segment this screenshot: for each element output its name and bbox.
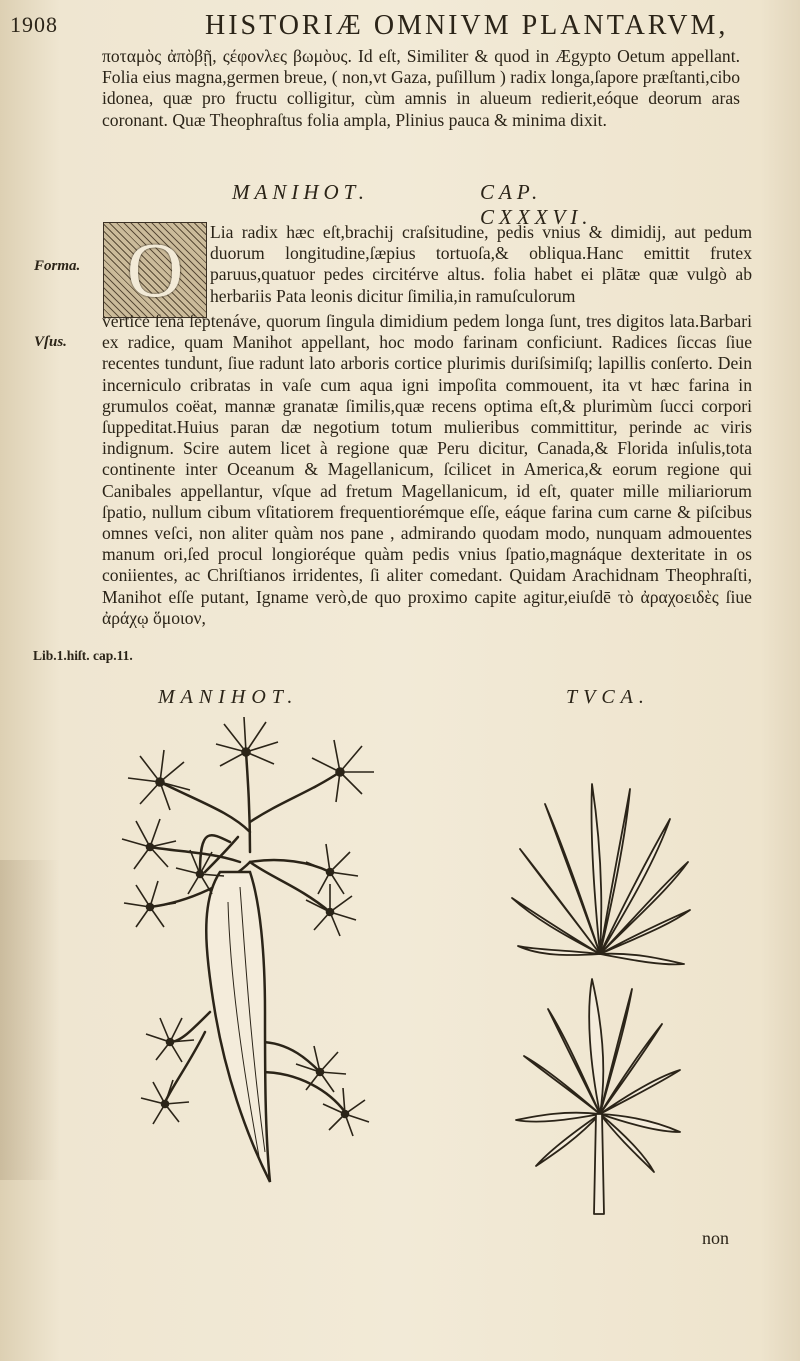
drop-cap-letter: O xyxy=(126,226,184,313)
margin-note-reference: Lib.1.hiſt. cap.11. xyxy=(33,648,133,663)
figure-caption-tuca: TVCA. xyxy=(566,686,650,708)
running-head xyxy=(0,8,800,42)
catchword: non xyxy=(702,1228,729,1248)
top-paragraph: ποταμὸς ἀπὸβῇ, ςέφονλες βωμὸυς. Id eſt, Similiter & quod in Ægypto Oetum appellant. Folia eius magna,germen breue, ( non,vt Gaza, puſillum ) radix longa,ſapore præſtanti,cibo idonea, quæ pro fructu colligitur, cùm amnis in alueum redierit,eóque deorum aras coronant. Quæ Theophraſtus folia ampla, Plinius pauca & minima dixit. xyxy=(102,46,740,130)
tuca-woodcut-illustration xyxy=(500,714,700,1224)
margin-note-usus: Vſus. xyxy=(34,334,67,350)
chapter-name: MANIHOT. xyxy=(232,180,370,204)
running-title: HISTORIÆ OMNIVM PLANTARVM, xyxy=(205,10,729,41)
page-number: 1908 xyxy=(10,12,58,37)
chapter-first-lines: Lia radix hæc eſt,brachij craſsitudine, pedis vnius & dimidij, aut pedum duorum longitudine,ſæpius tortuoſa,& obliqua.Hanc emittit frutex paruus,quatuor pedes circitérve altus. folia habet ei plātæ quæ vulgò ab herbariis Pata leonis dicitur ſimilia,in ramuſculorum xyxy=(210,222,752,306)
manihot-woodcut-illustration xyxy=(100,712,400,1192)
chapter-heading xyxy=(232,180,662,229)
margin-note-forma: Forma. xyxy=(34,258,81,274)
chapter-number: CAP. CXXXVI. xyxy=(480,180,593,229)
ornamental-initial xyxy=(103,222,207,318)
paper-stain xyxy=(0,860,60,1180)
figure-caption-manihot: MANIHOT. xyxy=(158,686,299,708)
chapter-body: vertice ſena ſeptenáve, quorum ſingula dimidium pedem longa ſunt, tres digitos lata.Barbari ex radice, quam Manihot appellant, hoc modo farinam conficiunt. Radices ſiccas ſiue recentes tundunt, ſiue radunt lato arboris cortice plurimis duriſsimiſq; lapillis conſerto. Dein incerniculo cribratas in vaſe cum aqua igni impoſita commouent, ita vt hæc farina in grumulos coëat, mannæ granatæ ſimilis,quæ recens optima eſt,& plurimùm ſucci corpori ſuppeditat.Huius paran dæ negotium totum mulieribus committitur, perinde ac viris indignum. Scire autem licet à regione quæ Peru dicitur, Canada,& Florida inſulis,tota continente inter Oceanum & Magellanicum, ſcilicet in America,& eorum regione qui Canibales appellantur, vſque ad fretum Magellanicum, id eſt, quater mille miliariorum ſpatio, nullum cibum vſitatiorem frequentiorémque eſſe, eáque farina cum carne & piſcibus omnes veſci, non aliter quàm nos pane , admirando quodam modo, nunquam admouentes manum ori,ſed procul longioréque quàm pedis vnius ſpatio,magnáque dexteritate in os coniientes, ac Chriſtianos irridentes, ſi aliter comedant. Quidam Arachidnam Theophraſti, Manihot eſſe putant, Igname verò,de quo proximo capite agitur,eiuſdē τὸ ἀραχοειδὲς ſiue ἀράχῳ ὅμοιον, xyxy=(102,311,752,628)
